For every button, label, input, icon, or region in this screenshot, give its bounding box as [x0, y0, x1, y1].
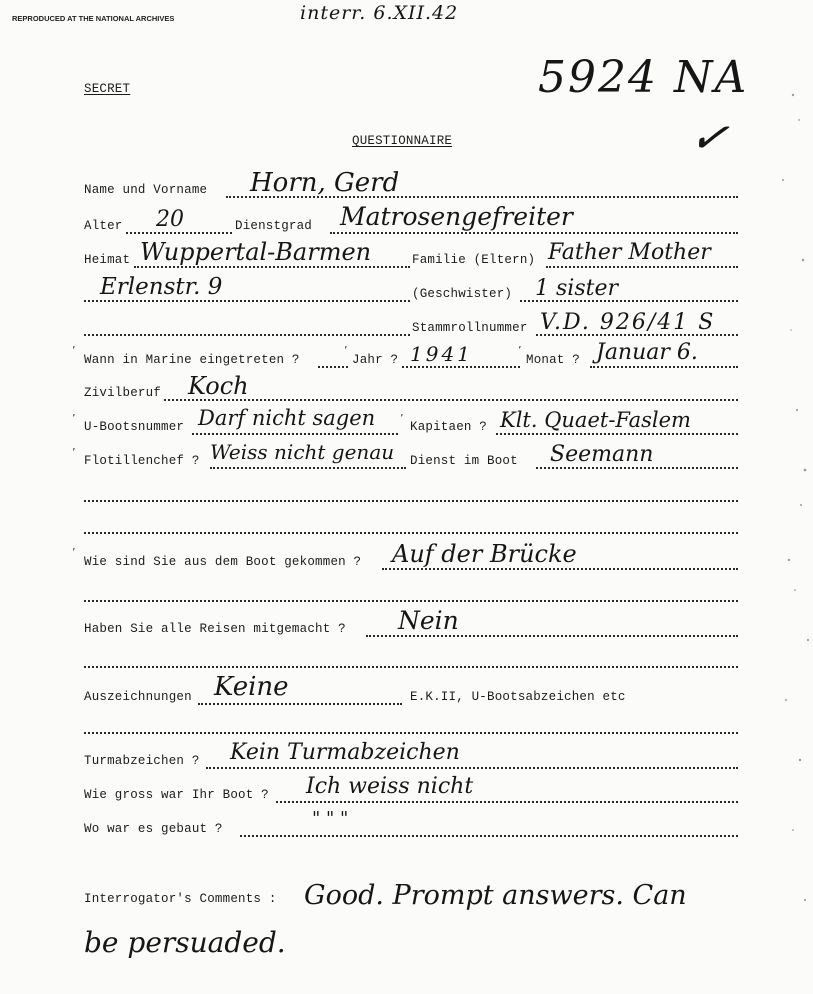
tick-mark: ʼ — [400, 412, 404, 425]
tick-mark: ʼ — [344, 344, 348, 357]
age-value: 20 — [156, 207, 184, 232]
flotilla-chief-label: Flotillenchef ? — [84, 454, 200, 468]
tower-badge-value: Kein Turmabzeichen — [230, 740, 460, 765]
comments-line-2: be persuaded. — [84, 926, 286, 959]
check-mark-icon: ✓ — [686, 107, 733, 167]
built-where-label: Wo war es gebaut ? — [84, 822, 223, 836]
dotted-line — [164, 399, 738, 401]
siblings-value: 1 sister — [535, 276, 618, 301]
dotted-line — [84, 500, 738, 502]
name-value: Horn, Gerd — [250, 168, 400, 198]
dotted-line — [590, 366, 738, 368]
interrogation-date-note: interr. 6.XII.42 — [300, 2, 459, 24]
page-title: QUESTIONNAIRE — [352, 134, 453, 148]
siblings-label: (Geschwister) — [412, 287, 513, 301]
uboat-number-label: U-Bootsnummer — [84, 420, 185, 434]
duty-value: Seemann — [550, 442, 654, 467]
home-value: Wuppertal-Barmen — [140, 238, 372, 266]
comments-line-1: Good. Prompt answers. Can — [304, 880, 687, 911]
joined-label: Wann in Marine eingetreten ? — [84, 353, 300, 367]
dotted-line — [84, 600, 738, 602]
home-label: Heimat — [84, 253, 131, 267]
dotted-line — [84, 300, 410, 302]
year-value: 1941 — [410, 342, 473, 366]
tick-mark: ʼ — [72, 412, 76, 425]
year-label: Jahr ? — [352, 353, 399, 367]
dotted-line — [206, 767, 738, 769]
left-boat-label: Wie sind Sie aus dem Boot gekommen ? — [84, 555, 362, 569]
age-label: Alter — [84, 219, 123, 233]
civil-job-label: Zivilberuf — [84, 386, 162, 400]
file-number: 5924 NA — [538, 52, 749, 103]
duty-label: Dienst im Boot — [410, 454, 518, 468]
awards-value: Keine — [214, 672, 289, 702]
dotted-line — [496, 433, 738, 435]
dotted-line — [84, 334, 410, 336]
dotted-line — [402, 366, 520, 368]
tick-mark: ʼ — [72, 344, 76, 357]
comments-label: Interrogator's Comments : — [84, 892, 277, 906]
all-trips-value: Nein — [398, 606, 459, 635]
roll-number-label: Stammrollnummer — [412, 321, 528, 335]
dotted-line — [366, 635, 738, 637]
all-trips-label: Haben Sie alle Reisen mitgemacht ? — [84, 622, 346, 636]
rank-value: Matrosengefreiter — [340, 202, 573, 231]
tick-mark: ʼ — [72, 446, 76, 459]
dotted-line — [382, 568, 738, 570]
tick-mark: ʼ — [518, 344, 522, 357]
dotted-line — [198, 703, 402, 705]
uboat-number-value: Darf nicht sagen — [198, 406, 376, 430]
boat-size-value: Ich weiss nicht — [306, 774, 474, 799]
dotted-line — [134, 266, 410, 268]
secret-label: SECRET — [84, 82, 131, 96]
name-label: Name und Vorname — [84, 183, 208, 197]
tick-mark: ʼ — [72, 546, 76, 559]
family-value: Father Mother — [548, 240, 711, 265]
dotted-line — [126, 232, 232, 234]
built-where-value: " " " — [312, 808, 349, 829]
month-value: Januar 6. — [596, 340, 698, 365]
roll-number-value: V.D. 926/41 S — [540, 310, 716, 335]
captain-label: Kapitaen ? — [410, 420, 488, 434]
dotted-line — [84, 532, 738, 534]
dotted-line — [536, 467, 738, 469]
dotted-line — [318, 366, 348, 368]
dotted-line — [240, 835, 738, 837]
dotted-line — [546, 266, 738, 268]
boat-size-label: Wie gross war Ihr Boot ? — [84, 788, 269, 802]
dotted-line — [84, 666, 738, 668]
captain-value: Klt. Quaet-Faslem — [500, 408, 691, 432]
family-label: Familie (Eltern) — [412, 253, 536, 267]
left-boat-value: Auf der Brücke — [392, 540, 577, 568]
awards-label: Auszeichnungen — [84, 690, 192, 704]
archive-stamp: REPRODUCED AT THE NATIONAL ARCHIVES — [12, 14, 175, 23]
dotted-line — [330, 232, 738, 234]
tower-badge-label: Turmabzeichen ? — [84, 754, 200, 768]
month-label: Monat ? — [526, 353, 580, 367]
dotted-line — [276, 801, 738, 803]
dotted-line — [192, 433, 398, 435]
scan-speckle — [753, 0, 813, 994]
home-street-value: Erlenstr. 9 — [100, 274, 223, 300]
dotted-line — [210, 467, 406, 469]
civil-job-value: Koch — [188, 372, 249, 400]
rank-label: Dienstgrad — [235, 219, 313, 233]
flotilla-chief-value: Weiss nicht genau — [210, 440, 395, 464]
dotted-line — [84, 732, 738, 734]
awards-hint: E.K.II, U-Bootsabzeichen etc — [410, 690, 626, 704]
